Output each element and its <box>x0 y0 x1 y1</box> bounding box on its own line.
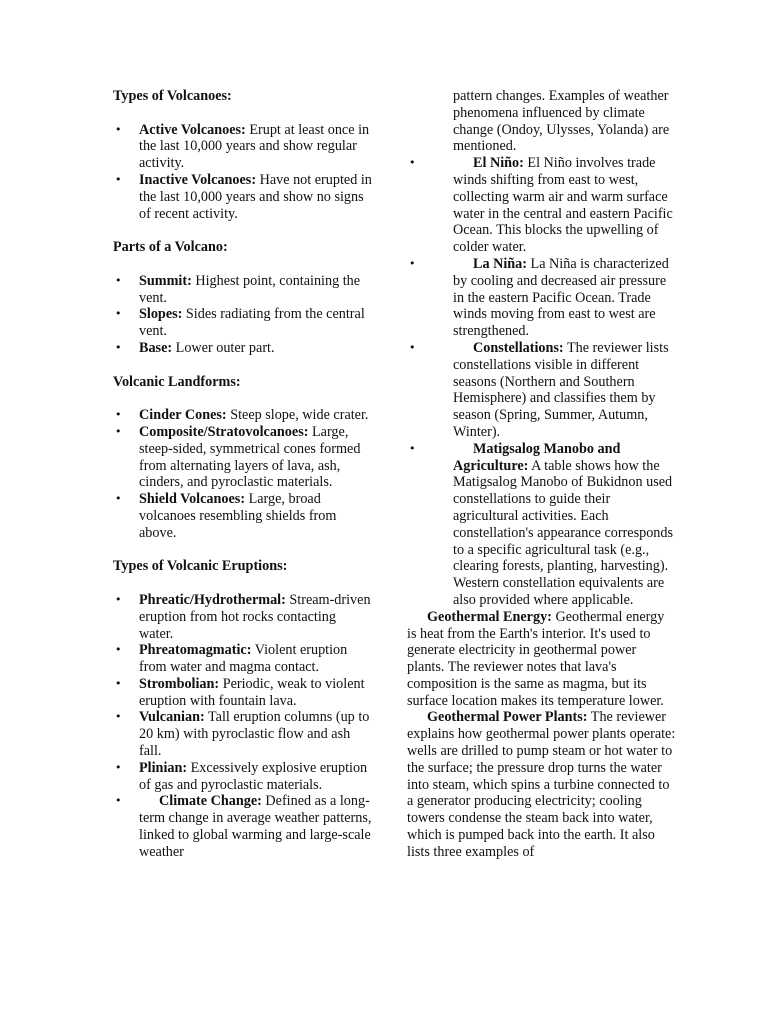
list-item: • Matigsalog Manobo and Agriculture: A table shows how the Matigsalog Manobo of Bukidnon used constellations to guide their agricultural activities. Each constellation's appearance corresponds to a specific agricultural task (e.g., clearing forests, planting, harvesting). Western constellation equivalents are also provided where applicable. <box>407 441 677 609</box>
list-item: • El Niño: El Niño involves trade winds shifting from east to west, collecting warm air and warm surface water in the central and eastern Pacific Ocean. This blocks the upwelling of colder water. <box>407 155 677 256</box>
list-item: • Base: Lower outer part. <box>113 340 373 357</box>
right-column <box>407 88 677 861</box>
types-of-volcanoes-heading: Types of Volcanoes: <box>113 88 232 104</box>
parts-of-volcano-heading: Parts of a Volcano: <box>113 239 228 256</box>
list-item: • Climate Change: Defined as a long-term change in average weather patterns, linked to global warming and large-scale weather <box>113 793 373 860</box>
list-item: • Vulcanian: Tall eruption columns (up to 20 km) with pyroclastic flow and ash fall. <box>113 709 373 759</box>
volcanic-landforms-list <box>113 407 373 541</box>
list-item: • Inactive Volcanoes: Have not erupted in the last 10,000 years and show no signs of recent activity. <box>113 172 373 222</box>
left-column <box>113 88 373 861</box>
list-item: • Composite/Stratovolcanoes: Large, steep-sided, symmetrical cones formed from alternating layers of lava, ash, cinders, and pyroclastic materials. <box>113 424 373 491</box>
right-list <box>407 88 677 609</box>
list-item: • Phreatic/Hydrothermal: Stream-driven eruption from hot rocks contacting water. <box>113 592 373 642</box>
list-item: • Slopes: Sides radiating from the central vent. <box>113 306 373 340</box>
volcanic-eruptions-list <box>113 592 373 861</box>
list-item: • Strombolian: Periodic, weak to violent eruption with fountain lava. <box>113 676 373 710</box>
parts-of-volcano-list <box>113 273 373 357</box>
list-item: • Constellations: The reviewer lists constellations visible in different seasons (Northern and Southern Hemisphere) and classifies them by season (Spring, Summer, Autumn, Winter). <box>407 340 677 441</box>
volcanic-eruptions-heading: Types of Volcanic Eruptions: <box>113 558 288 575</box>
list-item: • Summit: Highest point, containing the vent. <box>113 273 373 307</box>
list-item: • Cinder Cones: Steep slope, wide crater. <box>113 407 373 424</box>
list-item: • Shield Volcanoes: Large, broad volcanoes resembling shields from above. <box>113 491 373 541</box>
types-of-volcanoes-list <box>113 122 373 223</box>
geothermal-power-plants-paragraph: Geothermal Power Plants: The reviewer explains how geothermal power plants operate: wells are drilled to pump steam or hot water to the surface; the pressure drop turns the water into steam, which spins a turbine connected to a generator producing electricity; cooling towers condense the steam back into water, which is pumped back into the earth. It also lists three examples of <box>407 709 676 860</box>
list-item-continuation: pattern changes. Examples of weather phenomena influenced by climate change (Ondoy, Ulysses, Yolanda) are mentioned. <box>453 88 670 155</box>
volcanic-landforms-heading: Volcanic Landforms: <box>113 373 241 390</box>
geothermal-energy-paragraph: Geothermal Energy: Geothermal energy is heat from the Earth's interior. It's used to generate electricity in geothermal power plants. The reviewer notes that lava's composition is the same as magma, but its surface location makes its temperature lower. <box>407 608 665 709</box>
list-item: • Phreatomagmatic: Violent eruption from water and magma contact. <box>113 642 373 676</box>
list-item: • Active Volcanoes: Erupt at least once in the last 10,000 years and show regular activity. <box>113 122 373 172</box>
list-item: • La Niña: La Niña is characterized by cooling and decreased air pressure in the eastern Pacific Ocean. Trade winds moving from east to west are strengthened. <box>407 256 677 340</box>
list-item: • Plinian: Excessively explosive eruption of gas and pyroclastic materials. <box>113 760 373 794</box>
